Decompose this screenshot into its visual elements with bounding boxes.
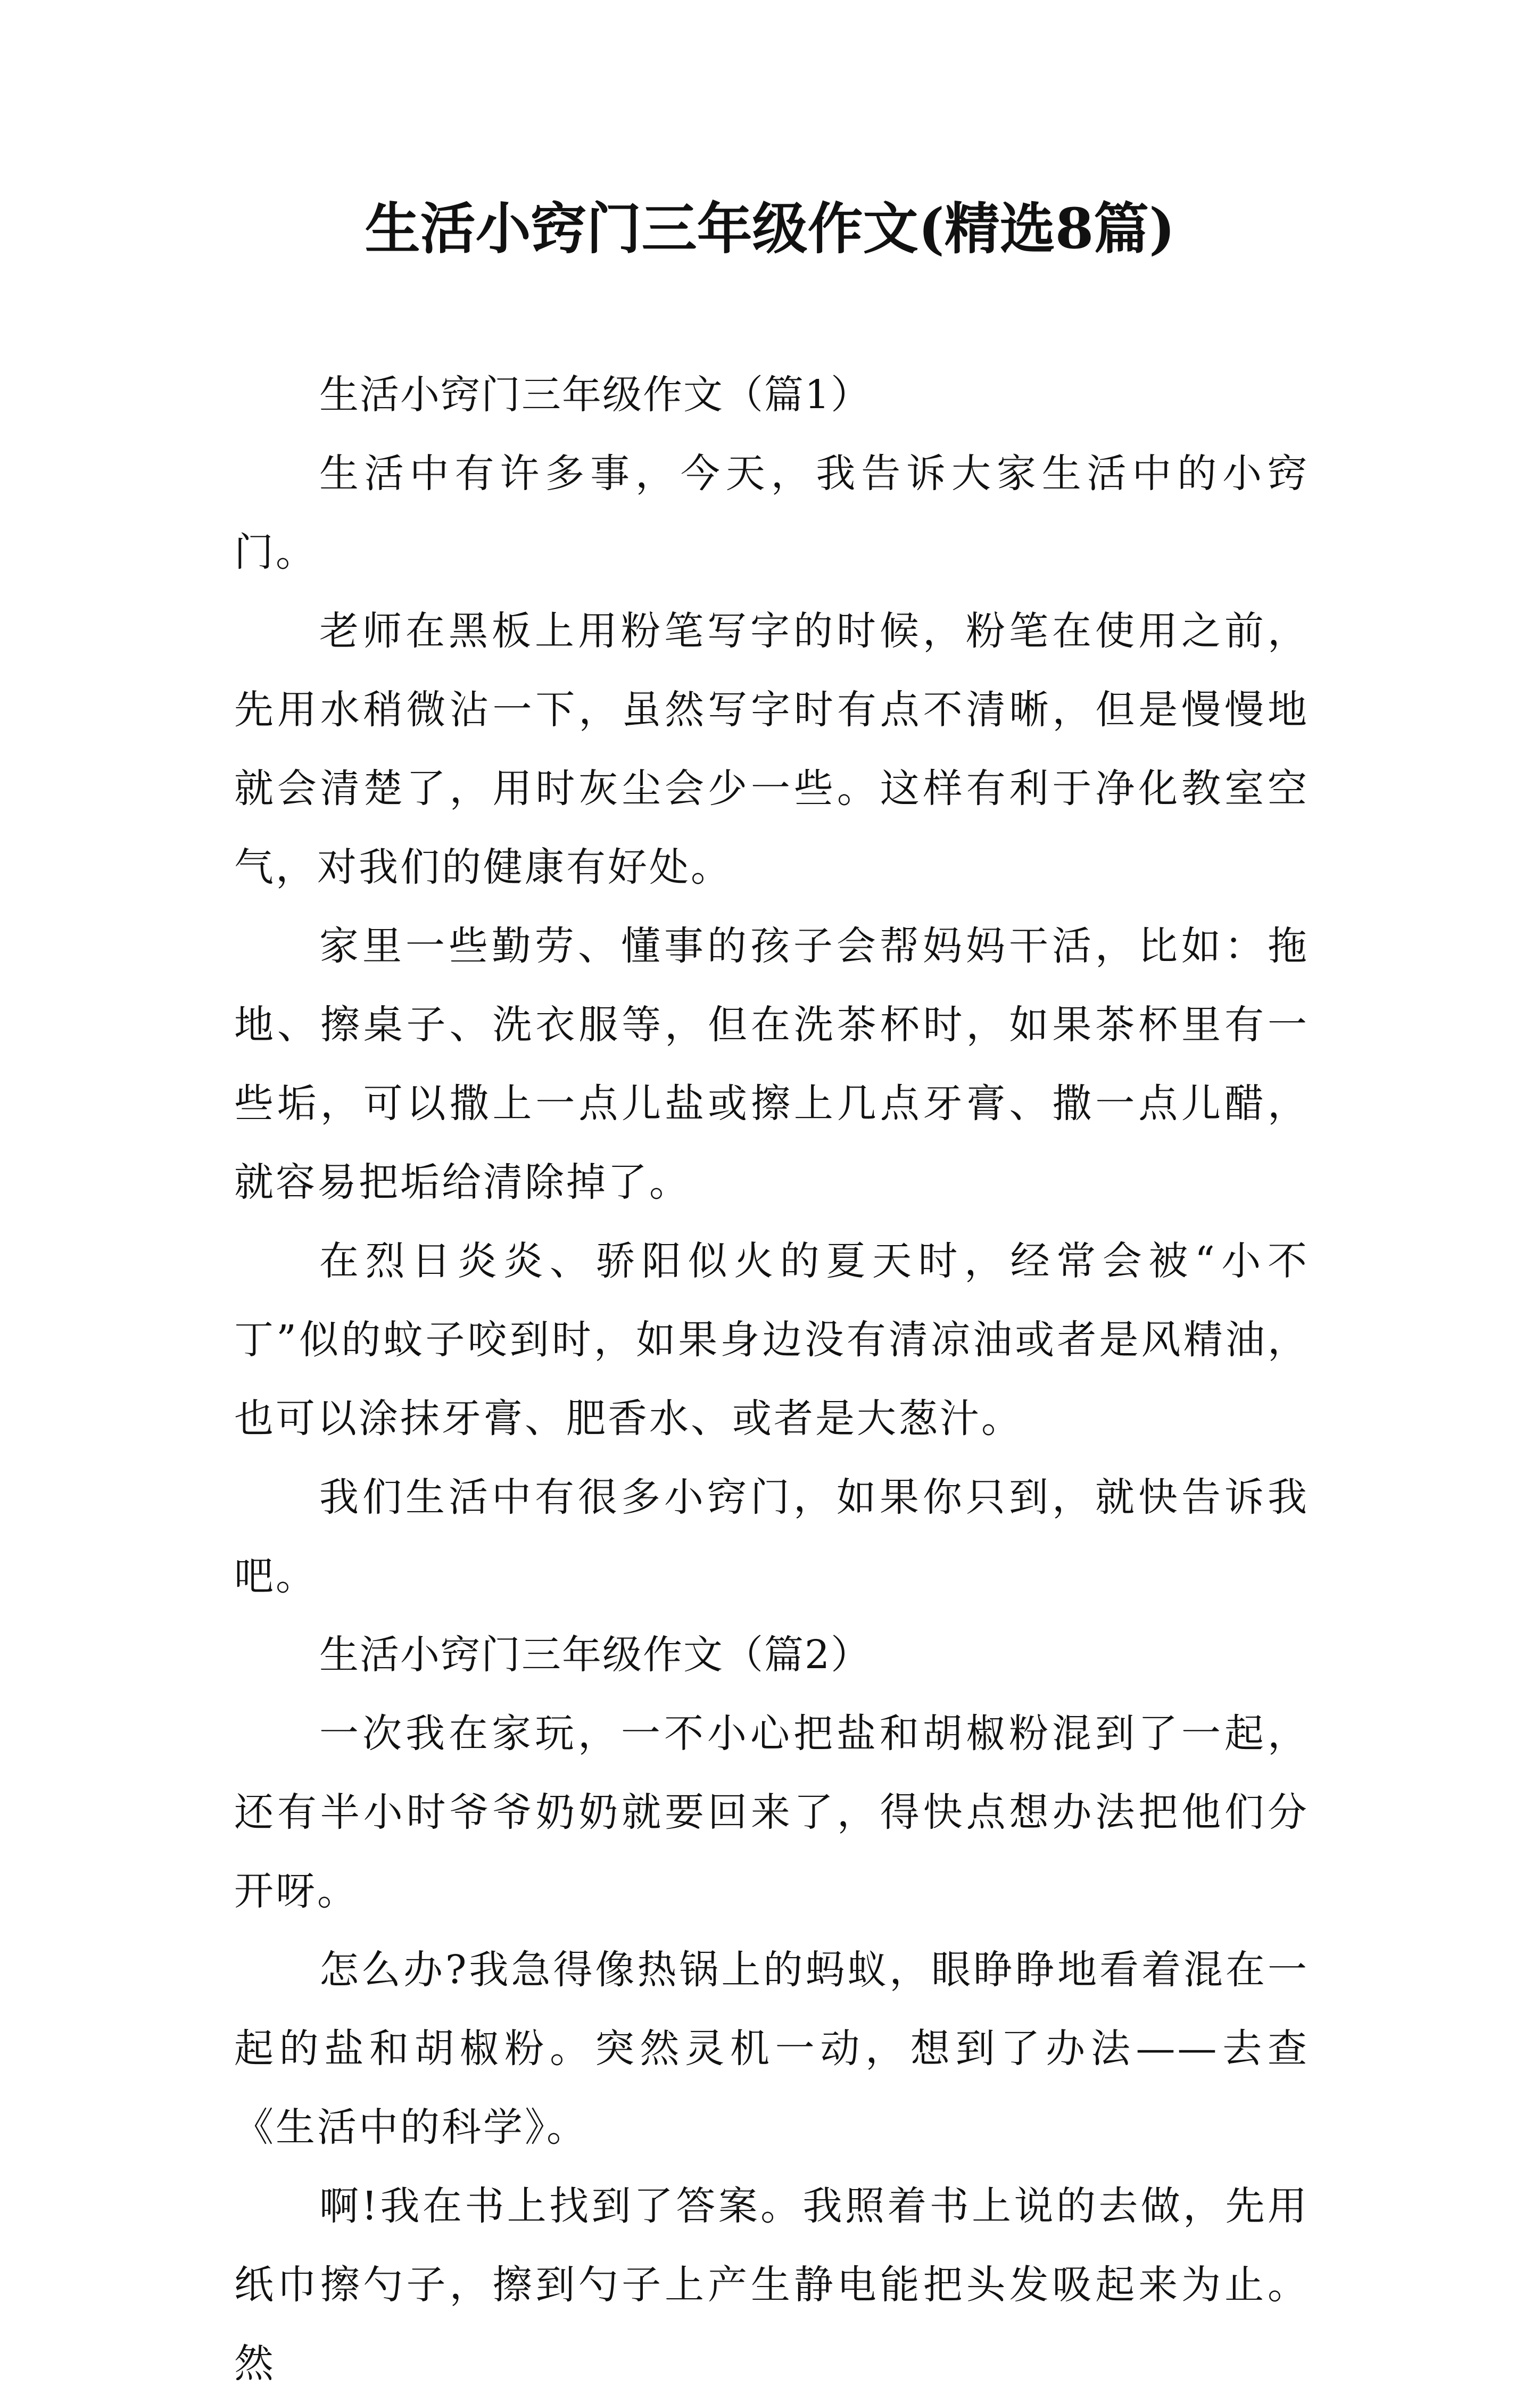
paragraph: 一次我在家玩，一不小心把盐和胡椒粉混到了一起，还有半小时爷爷奶奶就要回来了，得快点想办法把他们分开呀。	[234, 1711, 1309, 1914]
paragraph: 啊!我在书上找到了答案。我照着书上说的去做，先用纸巾擦勺子，擦到勺子上产生静电能把头发吸起来为止。然	[234, 2183, 1309, 2387]
section-heading: 生活小窍门三年级作文（篇1）	[319, 372, 872, 418]
paragraph: 在烈日炎炎、骄阳似火的夏天时，经常会被“小不丁”似的蚊子咬到时，如果身边没有清凉油或者是风精油，也可以涂抹牙膏、肥香水、或者是大葱汁。	[234, 1238, 1309, 1441]
document-title: 生活小窍门三年级作文(精选8篇)	[365, 196, 1175, 261]
paragraph: 生活中有许多事，今天，我告诉大家生活中的小窍门。	[234, 451, 1309, 575]
paragraph: 怎么办?我急得像热锅上的蚂蚁，眼睁睁地看着混在一起的盐和胡椒粉。突然灵机一动，想到了办法——去查《生活中的科学》。	[234, 1947, 1309, 2150]
section-heading: 生活小窍门三年级作文（篇2）	[319, 1632, 872, 1678]
paragraph: 老师在黑板上用粉笔写字的时候，粉笔在使用之前，先用水稍微沾一下，虽然写字时有点不清晰，但是慢慢地就会清楚了，用时灰尘会少一些。这样有利于净化教室空气，对我们的健康有好处。	[234, 608, 1309, 890]
document-body	[234, 355, 1309, 2403]
paragraph: 家里一些勤劳、懂事的孩子会帮妈妈干活，比如：拖地、擦桌子、洗衣服等，但在洗茶杯时，如果茶杯里有一些垢，可以撒上一点儿盐或擦上几点牙膏、撒一点儿醋，就容易把垢给清除掉了。	[234, 923, 1309, 1205]
paragraph: 我们生活中有很多小窍门，如果你只到，就快告诉我吧。	[234, 1474, 1309, 1599]
